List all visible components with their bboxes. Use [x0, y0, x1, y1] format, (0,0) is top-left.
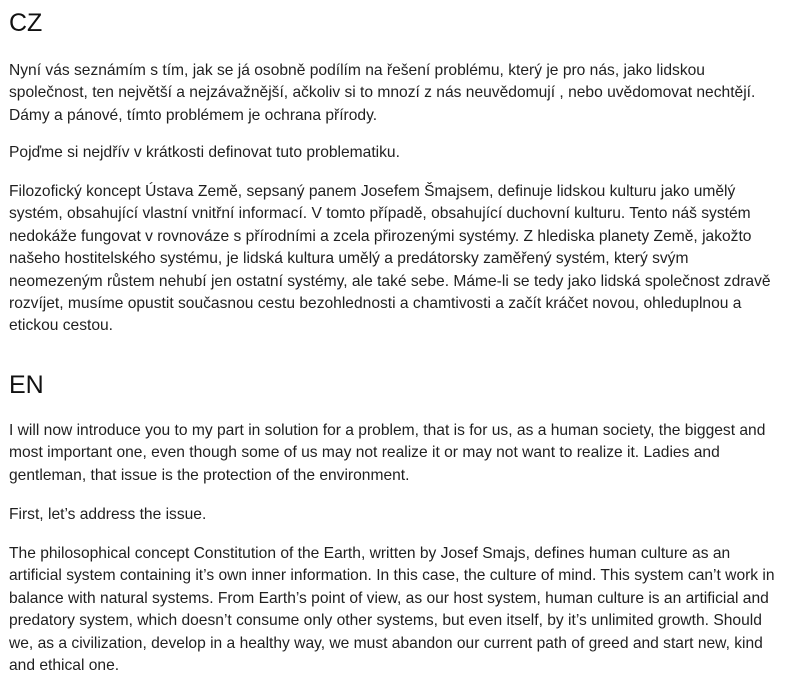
czech-paragraph-intro: Nyní vás seznámím s tím, jak se já osobně podílím na řešení problému, který je pro nás, jako lidskou společnost, ten největší a nejzávažnější, ačkoliv si to mnozí z nás neuvědomují , nebo uvědomovat nechtějí. Dámy a pánové, tímto problémem je ochrana přírody.	[9, 62, 756, 124]
english-paragraph-intro: I will now introduce you to my part in solution for a problem, that is for us, as a human society, the biggest and most important one, even though some of us may not realize it or may not want to realize it. Ladies and gentleman, that issue is the protection of the environment.	[9, 422, 766, 484]
english-section-heading: EN	[9, 371, 44, 399]
czech-section-heading: CZ	[9, 9, 43, 37]
czech-paragraph-definition: Pojďme si nejdřív v krátkosti definovat tuto problematiku.	[9, 144, 400, 161]
czech-paragraph-concept: Filozofický koncept Ústava Země, sepsaný panem Josefem Šmajsem, definuje lidskou kulturu jako umělý systém, obsahující vlastní vnitřní informací. V tomto případě, obsahující duchovní kulturu. Tento náš systém nedokáže fungovat v rovnováze s přírodními a zcela přirozenými systémy. Z hlediska planety Země, jakožto našeho hostitelského systému, je lidská kultura umělý a predátorsky zaměřený systém, který svým neomezeným růstem nehubí jen ostatní systémy, ale také sebe. Máme-li se tedy jako lidská společnost zdravě rozvíjet, musíme opustit současnou cestu bezohlednosti a chamtivosti a začít kráčet novou, ohleduplnou a etickou cestou.	[9, 183, 771, 335]
english-paragraph-definition: First, let’s address the issue.	[9, 506, 207, 523]
english-paragraph-concept: The philosophical concept Constitution of the Earth, written by Josef Smajs, defines human culture as an artificial system containing it’s own inner information. In this case, the culture of mind. This system can’t work in balance with natural systems. From Earth’s point of view, as our host system, human culture is an artificial and predatory system, which doesn’t consume only other systems, but even itself, by it’s unlimited growth. Should we, as a civilization, develop in a healthy way, we must abandon our current path of greed and start new, kind and ethical one.	[9, 545, 775, 675]
